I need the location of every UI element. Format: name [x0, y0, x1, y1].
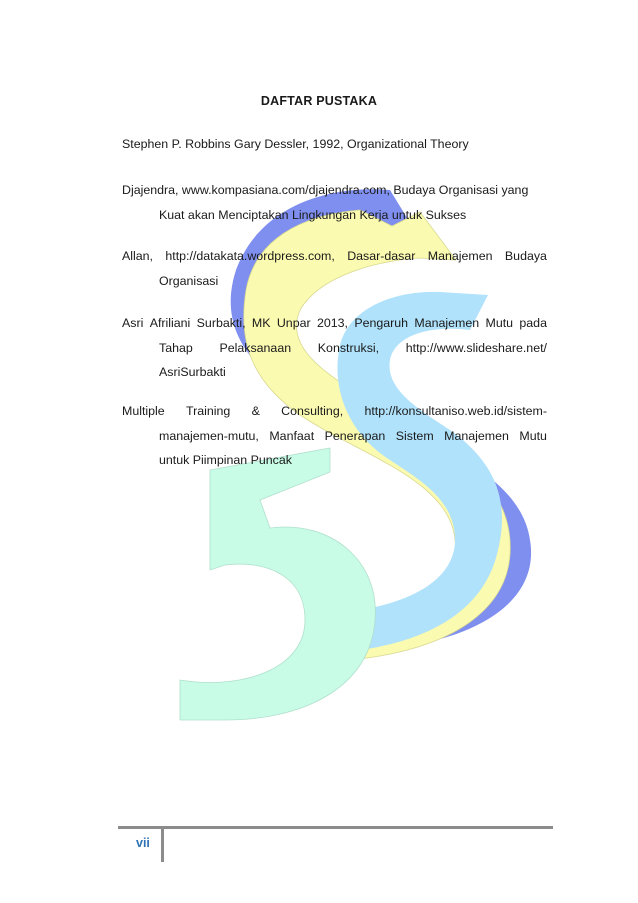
- reference-entry: [122, 178, 547, 227]
- reference-word: Pelaksanaan: [219, 340, 292, 355]
- reference-word: Konstruksi,: [317, 340, 380, 355]
- reference-line: Organisasi: [159, 273, 219, 288]
- reference-word: Unpar: [276, 316, 311, 330]
- reference-word: Asri: [122, 316, 144, 330]
- reference-word: Multiple: [122, 404, 165, 418]
- page-title: DAFTAR PUSTAKA: [260, 94, 378, 108]
- reference-entry: [122, 132, 547, 157]
- reference-word: MK: [251, 316, 271, 330]
- reference-word: Surbakti,: [196, 316, 246, 330]
- reference-word: Afriliani: [149, 316, 191, 330]
- reference-word: http://www.slideshare.net/: [405, 340, 547, 355]
- reference-word: http://datakata.wordpress.com,: [165, 249, 335, 263]
- page-number: vii: [136, 836, 150, 850]
- reference-entry: [122, 311, 547, 385]
- reference-line-justified: [122, 399, 547, 424]
- reference-line-justified: [122, 311, 547, 336]
- footer-rule-vertical: [161, 826, 164, 862]
- reference-line: untuk Piimpinan Puncak: [159, 453, 292, 467]
- reference-word: Training: [186, 404, 231, 418]
- reference-word: pada: [519, 316, 547, 330]
- reference-word: Mutu: [485, 316, 514, 330]
- reference-word: Sistem: [395, 428, 434, 443]
- reference-word: Manfaat: [269, 428, 315, 443]
- reference-word: Manajemen: [427, 249, 493, 263]
- reference-word: &: [251, 404, 260, 418]
- reference-word: Consulting,: [281, 404, 344, 418]
- reference-entry: [122, 399, 547, 473]
- reference-word: http://konsultaniso.web.id/sistem-: [364, 404, 547, 418]
- reference-word: Dasar-dasar: [347, 249, 416, 263]
- reference-line: AsriSurbakti: [159, 365, 226, 379]
- reference-word: Mutu: [519, 428, 547, 443]
- reference-line-justified: [122, 244, 547, 269]
- reference-line-justified: [122, 424, 547, 449]
- reference-word: Pengaruh: [354, 316, 409, 330]
- reference-line: Djajendra, www.kompasiana.com/djajendra.com, Budaya Organisasi yang: [122, 183, 529, 197]
- reference-word: Penerapan: [324, 428, 386, 443]
- footer-rule: [118, 826, 553, 829]
- reference-word: 2013,: [316, 316, 348, 330]
- reference-line-justified: [122, 336, 547, 361]
- reference-word: manajemen-mutu,: [159, 428, 259, 443]
- reference-word: Manajemen: [444, 428, 509, 443]
- reference-word: Budaya: [504, 249, 547, 263]
- reference-line: Stephen P. Robbins Gary Dessler, 1992, Organizational Theory: [122, 137, 469, 151]
- reference-line: Kuat akan Menciptakan Lingkungan Kerja untuk Sukses: [159, 207, 467, 222]
- reference-entry: [122, 244, 547, 293]
- reference-word: Tahap: [159, 340, 193, 355]
- reference-word: Allan,: [122, 249, 153, 263]
- reference-word: Manajemen: [414, 316, 480, 330]
